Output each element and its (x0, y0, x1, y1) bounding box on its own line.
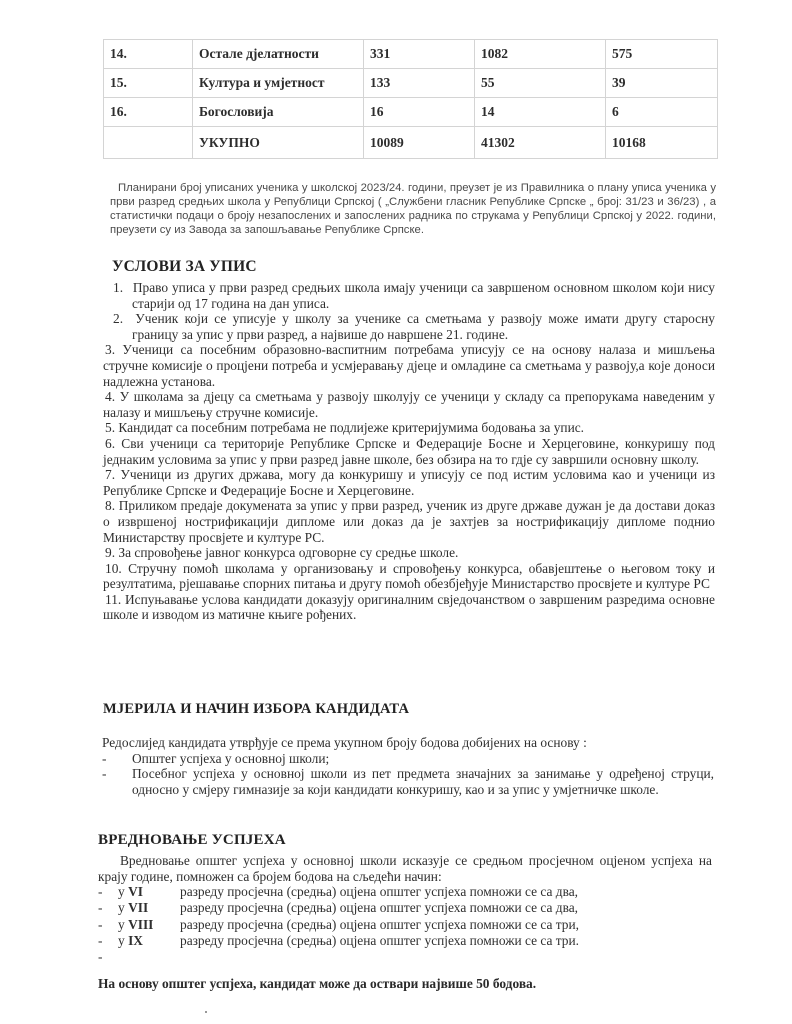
condition-item (103, 436, 715, 467)
row-field-name: Култура и умјетност (193, 69, 364, 98)
criteria-item (102, 751, 714, 767)
item-number: 8. (105, 498, 116, 514)
row-number: 16. (104, 98, 193, 127)
grade-prefix: у (118, 884, 125, 900)
grade-text: разреду просјечна (средња) оцјена општег успјеха помножи се са два, (180, 900, 579, 916)
item-number: 1. (113, 280, 124, 295)
row-value-1: 133 (364, 69, 475, 98)
grade-prefix: у (118, 916, 125, 932)
total-value-1: 10089 (364, 127, 475, 159)
grade-text: разреду просјечна (средња) оцјена општег успјеха помножи се са три, (180, 916, 579, 932)
item-number: 6. (105, 435, 116, 451)
row-value-3: 6 (606, 98, 718, 127)
grade-text: разреду просјечна (средња) оцјена општег успјеха помножи се са два, (180, 884, 579, 900)
row-value-2: 14 (475, 98, 606, 127)
row-number: 14. (104, 40, 193, 69)
condition-item (103, 467, 715, 498)
dash-bullet: - (98, 884, 103, 900)
condition-item (103, 561, 715, 592)
condition-item (103, 311, 715, 342)
criteria-item (102, 766, 714, 797)
item-text: Испуњавање услова кандидати доказују оригиналним свједочанством о завршеним разредима основне школе и изводом из матичне књиге рођених. (103, 591, 715, 623)
grade-label: VIII (128, 916, 154, 932)
grade-item (98, 933, 712, 949)
grade-text: разреду просјечна (средња) оцјена општег успјеха помножи се са три. (180, 932, 579, 948)
row-field-name: Остале дјелатности (193, 40, 364, 69)
source-note: Планирани број уписаних ученика у школској 2023/24. години, преузет је из Правилника о плану уписа ученика у први разред средњих школа у Републици Српској ( „Службени гласник Републике Српске „ број: 31/23 и 36/23) , а статистички подаци о броју незапослених и запослених радника по струкама у Републици Српској у 2022. години, преузети су из Завода за запошљавање Републике Српске. (110, 182, 716, 237)
item-text: Општег успјеха у основној школи; (132, 750, 330, 766)
condition-item (103, 389, 715, 420)
evaluation-paragraph: Вредновање општег успјеха у основној школи исказује се средњом просјечном оцјеном успјеха на крају године, помножен са бројем бодова на сљедећи начин: (98, 853, 712, 884)
row-value-3: 39 (606, 69, 718, 98)
row-value-1: 331 (364, 40, 475, 69)
dash-bullet: - (98, 900, 103, 916)
row-value-2: 55 (475, 69, 606, 98)
total-number (104, 127, 193, 159)
item-number: 11. (105, 591, 122, 607)
table-row (104, 40, 718, 69)
item-text: У школама за дјецу са сметњама у развоју школују се ученици у складу са препорукама наведеним у налазу и мишљењу стручне комисије. (103, 389, 715, 420)
table-row (104, 69, 718, 98)
item-number: 5. (105, 420, 116, 436)
criteria-list (102, 751, 714, 798)
table-total-row (104, 127, 718, 159)
row-number: 15. (104, 69, 193, 98)
dash-bullet: - (102, 750, 107, 766)
condition-item (103, 342, 715, 389)
max-points-statement: На основу општег успјеха, кандидат може да оствари највише 50 бодова. (98, 976, 537, 991)
dash-bullet: - (98, 916, 103, 932)
dash-bullet: - (98, 949, 103, 964)
evaluation-block (98, 853, 712, 965)
item-number: 2. (113, 311, 124, 327)
item-number: 10. (105, 560, 122, 576)
item-number: 9. (105, 545, 116, 561)
item-text: За спровођење јавног конкурса одговорне су средње школе. (118, 545, 459, 561)
grade-item (98, 900, 712, 916)
row-field-name: Богословија (193, 98, 364, 127)
section-heading-vrednovanje: ВРЕДНОВАЊЕ УСПЈЕХА (98, 832, 286, 848)
section-heading-uslovi: УСЛОВИ ЗА УПИС (112, 258, 257, 275)
condition-item (103, 498, 715, 545)
item-text: Ученици са посебним образовно-васпитним потребама уписују се на основу налаза и мишљења стручне комисије о процјени потреба и усмјеравању дјеце и омладине са сметњама у развоју,а које доноси надлежна установа. (103, 342, 715, 389)
row-value-3: 575 (606, 40, 718, 69)
grade-label: IX (128, 932, 143, 948)
item-text: Сви ученици са територије Републике Српске и Федерације Босне и Херцеговине, конкуришу под једнаким условима за упис у први разред јавне школе, без обзира на то гдје су завршили основну школу. (103, 435, 715, 467)
grade-list (98, 884, 712, 965)
grade-label: VII (128, 900, 149, 916)
item-text: Кандидат са посебним потребама не подлијеже критеријумима бодовања за упис. (118, 420, 585, 436)
scan-speck (205, 1011, 207, 1013)
row-value-1: 16 (364, 98, 475, 127)
condition-item (103, 280, 715, 311)
total-value-3: 10168 (606, 127, 718, 159)
item-text: Право уписа у први разред средњих школа имају ученици са завршеном основном школом који нису старији од 17 година на дан уписа. (132, 280, 715, 311)
enrollment-table (103, 39, 718, 159)
item-text: Ученик који се уписује у школу за ученике са сметњама у развоју може имати другу старосну границу за упис у први разред, а највише до навршене 21. године. (132, 311, 715, 342)
table-row (104, 98, 718, 127)
item-text: Ученици из других држава, могу да конкуришу и уписују се под истим условима као и ученици из Републике Српске и Федерације Босне и Херцеговине. (103, 467, 715, 498)
grade-item (98, 917, 712, 933)
item-number: 4. (105, 389, 116, 405)
grade-item-empty (98, 949, 712, 965)
section-heading-mjerila: МЈЕРИЛА И НАЧИН ИЗБОРА КАНДИДАТА (103, 701, 410, 717)
condition-item (103, 545, 715, 561)
item-text: Посебног успјеха у основној школи из пет предмета значајних за занимање у одређеној струци, односно у смјеру гимназије за који кандидати конкуришу, као и за упис у умјетничке школе. (132, 766, 714, 797)
row-value-2: 1082 (475, 40, 606, 69)
criteria-block (102, 735, 714, 797)
item-number: 3. (105, 342, 116, 358)
condition-item (103, 420, 715, 436)
total-value-2: 41302 (475, 127, 606, 159)
item-text: Приликом предаје докумената за упис у први разред, ученик из друге државе дужан је да достави доказ о извршеној нострификацији дипломе или доказ да је захтјев за нострификацију дипломе поднио Министарству просвјете и културе РС. (103, 498, 715, 545)
grade-label: VI (128, 884, 143, 900)
grade-prefix: у (118, 932, 125, 948)
total-label: УКУПНО (193, 127, 364, 159)
criteria-intro: Редослијед кандидата утврђује се према укупном броју бодова добијених на основу : (102, 735, 587, 750)
conditions-list (103, 280, 715, 623)
grade-item (98, 884, 712, 900)
condition-item (103, 592, 715, 623)
dash-bullet: - (102, 766, 107, 782)
item-number: 7. (105, 467, 116, 483)
item-text: Стручну помоћ школама у организовању и спровођењу конкурса, обавјештење о његовом току и резултатима, рјешавање спорних питања и другу помоћ обезбјеђује Министарство просвјете и културе РС (103, 560, 715, 592)
dash-bullet: - (98, 932, 103, 948)
grade-prefix: у (118, 900, 125, 916)
